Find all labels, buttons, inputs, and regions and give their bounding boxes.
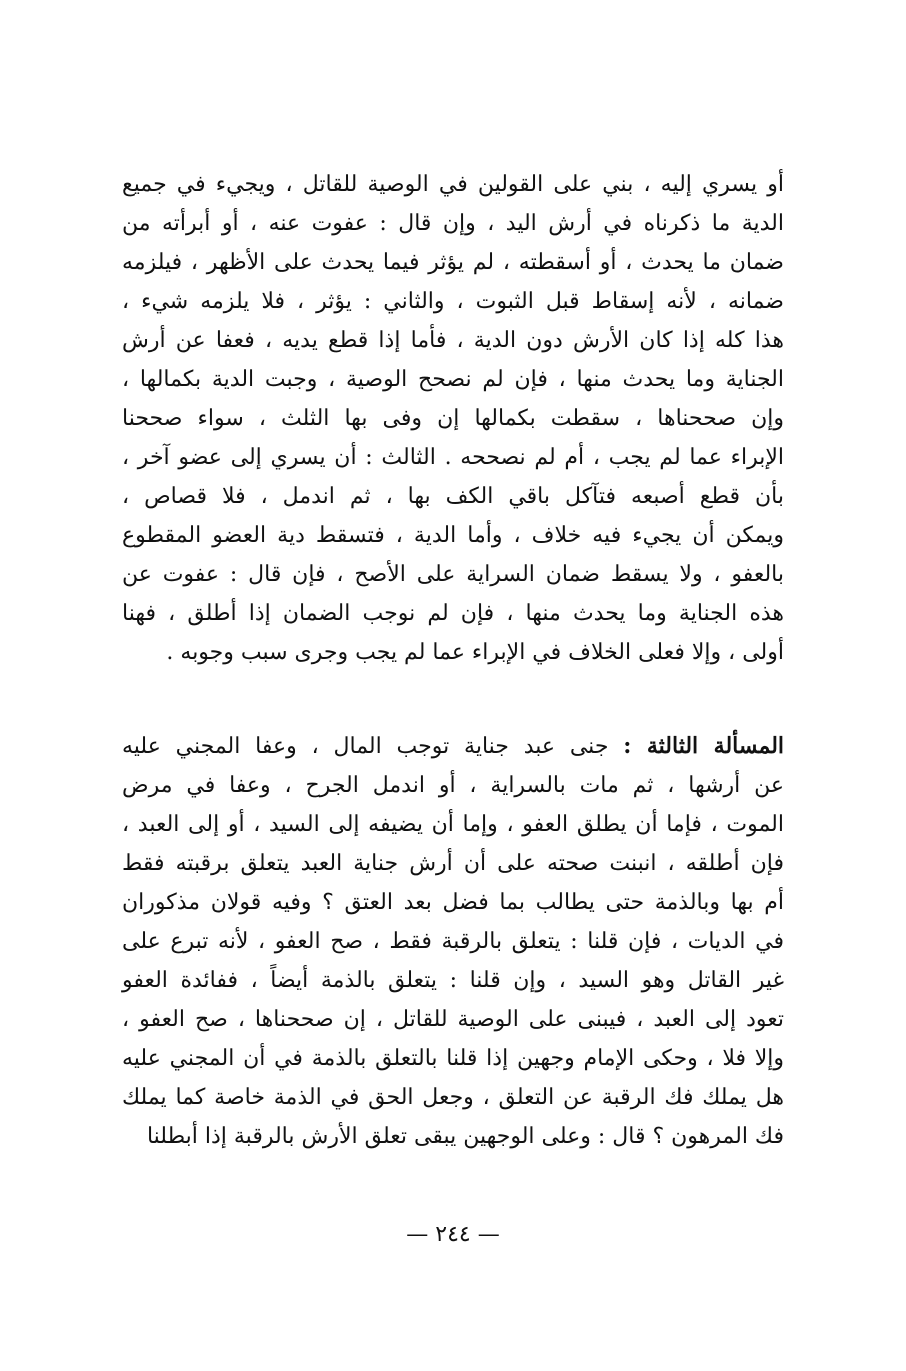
text-line: أو يسري إليه ، بني على القولين في الوصية للقاتل ، ويجيء في جميع <box>122 172 784 197</box>
text-line: ضمانه ، لأنه إسقاط قبل الثبوت ، والثاني : يؤثر ، فلا يلزمه شيء ، <box>122 289 784 314</box>
text-line: الجناية وما يحدث منها ، فإن لم نصحح الوصية ، وجبت الدية بكمالها ، <box>122 367 784 392</box>
text-line: وإلا فلا ، وحكى الإمام وجهين إذا قلنا بالتعلق بالذمة في أن المجني عليه <box>122 1046 784 1071</box>
text-line: بالعفو ، ولا يسقط ضمان السراية على الأصح ، فإن قال : عفوت عن <box>122 562 784 587</box>
section-heading: المسألة الثالثة : <box>623 733 785 759</box>
text-line: أولى ، وإلا فعلى الخلاف في الإبراء عما لم يجب وجرى سبب وجوبه . <box>166 640 784 665</box>
text-line: غير القاتل وهو السيد ، وإن قلنا : يتعلق بالذمة أيضاً ، ففائدة العفو <box>122 968 784 993</box>
text-line: الموت ، فإما أن يطلق العفو ، وإما أن يضيفه إلى السيد ، أو إلى العبد ، <box>122 812 784 837</box>
text-line: فإن أطلقه ، انبنت صحته على أن أرش جناية العبد يتعلق برقبته فقط <box>122 851 784 876</box>
paragraph-2 <box>122 727 784 1156</box>
text-line: فك المرهون ؟ قال : وعلى الوجهين يبقى تعلق الأرش بالرقبة إذا أبطلنا <box>146 1124 784 1149</box>
text-fragment: جنى عبد جناية توجب المال ، وعفا المجني عليه <box>122 734 609 759</box>
text-line: ويمكن أن يجيء فيه خلاف ، وأما الدية ، فتسقط دية العضو المقطوع <box>122 523 784 548</box>
text-line: في الديات ، فإن قلنا : يتعلق بالرقبة فقط ، صح العفو ، لأنه تبرع على <box>122 929 784 954</box>
text-line: أم بها وبالذمة حتى يطالب بما فضل بعد العتق ؟ وفيه قولان مذكوران <box>122 890 784 915</box>
text-line: الإبراء عما لم يجب ، أم لم نصححه . الثالث : أن يسري إلى عضو آخر ، <box>122 445 784 470</box>
page-number: — ٢٤٤ — <box>406 1222 500 1247</box>
text-line: بأن قطع أصبعه فتآكل باقي الكف بها ، ثم اندمل ، فلا قصاص ، <box>122 484 784 509</box>
text-line: الدية ما ذكرناه في أرش اليد ، وإن قال : عفوت عنه ، أو أبرأته من <box>122 211 784 236</box>
text-line: هل يملك فك الرقبة عن التعلق ، وجعل الحق في الذمة خاصة كما يملك <box>122 1085 784 1110</box>
text-line: هذا كله إذا كان الأرش دون الدية ، فأما إذا قطع يديه ، فعفا عن أرش <box>122 328 785 353</box>
paragraph-1 <box>122 165 784 672</box>
text-line: عن أرشها ، ثم مات بالسراية ، أو اندمل الجرح ، وعفا في مرض <box>122 773 784 798</box>
text-line: هذه الجناية وما يحدث منها ، فإن لم نوجب الضمان إذا أطلق ، فهنا <box>122 601 784 626</box>
text-line: تعود إلى العبد ، فيبنى على الوصية للقاتل ، إن صححناها ، صح العفو ، <box>122 1007 784 1032</box>
text-line: ضمان ما يحدث ، أو أسقطته ، لم يؤثر فيما يحدث على الأظهر ، فيلزمه <box>122 250 784 275</box>
text-line-first <box>122 727 784 766</box>
text-line: وإن صححناها ، سقطت بكمالها إن وفى بها الثلث ، سواء صححنا <box>122 406 784 431</box>
